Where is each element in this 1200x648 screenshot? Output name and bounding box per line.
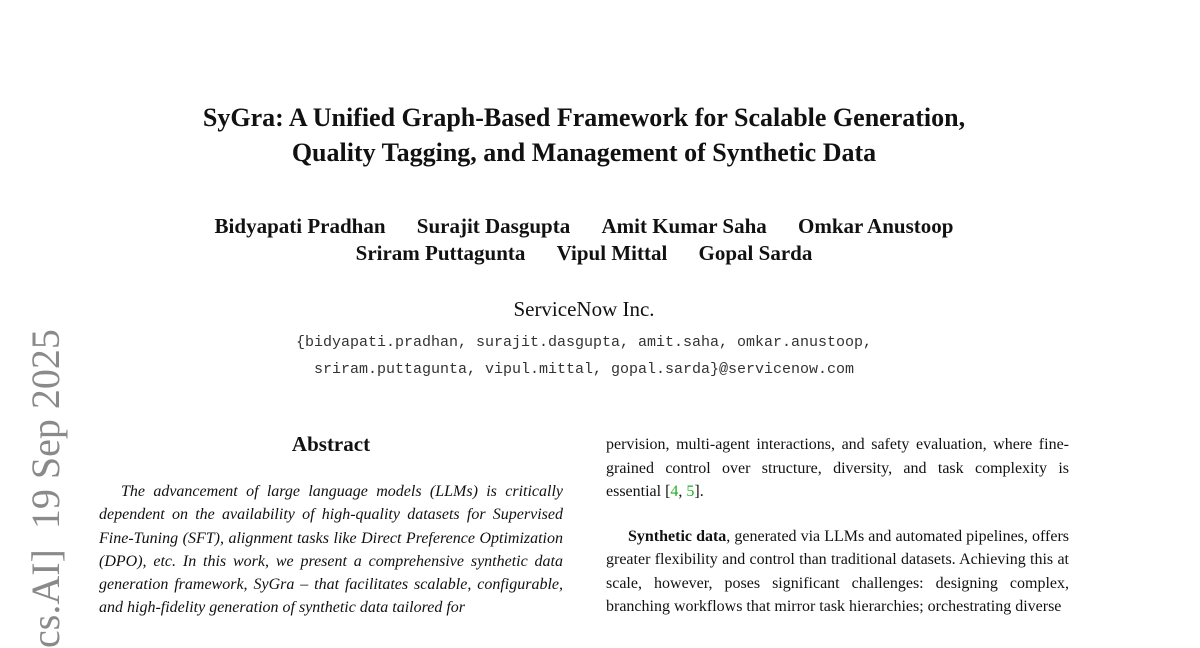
arxiv-identifier-stamp [20,309,72,648]
author-row-1 [100,213,1068,240]
paragraph-text: pervision, multi-agent interactions, and safety evaluation, where fine-grained control over structure, diversity, and task complexity is essential [ [606,436,1069,500]
author-name: Sriram Puttagunta [355,241,526,265]
title-line-1: SyGra: A Unified Graph-Based Framework for Scalable Generation, [202,103,966,132]
citation-separator: , [678,483,687,500]
author-name: Omkar Anustoop [798,214,954,238]
arxiv-category: cs.AI] [23,549,68,648]
author-row-2 [100,240,1068,267]
left-column [99,430,563,620]
author-emails [100,329,1068,383]
term-synthetic-data: Synthetic data [628,527,727,545]
abstract-text: The advancement of large language models (LLMs) is critically dependent on the availability of high-quality datasets for Supervised Fine-Tuning (SFT), alignment tasks like Direct Preference Optimization (DPO), etc. In this work, we present a comprehensive synthetic data generation framework, SyGra – that facilitates scalable, configurable, and high-fidelity generation of synthetic data tailored for [99,483,563,617]
paragraph-text: , generated via LLMs and automated pipelines, offers greater flexibility and control than traditional datasets. Achieving this at scale, however, poses significant challenges: designing complex, branching workflows that mirror task hierarchies; orchestrating diverse [606,527,1069,615]
intro-paragraph-2 [606,525,1069,619]
paper-title [100,100,1068,170]
intro-paragraph-1 [606,433,1069,504]
arxiv-date: 19 Sep 2025 [23,329,68,530]
paragraph-text-end: ]. [694,483,704,500]
author-name: Gopal Sarda [698,241,813,265]
citation-link[interactable]: 5 [686,483,695,500]
author-name: Surajit Dasgupta [416,214,571,238]
affiliation: ServiceNow Inc. [513,297,655,321]
abstract-heading: Abstract [291,432,371,456]
author-name: Vipul Mittal [556,241,668,265]
author-name: Amit Kumar Saha [601,214,767,238]
email-line-2: sriram.puttagunta, vipul.mittal, gopal.sarda}@servicenow.com [313,361,855,378]
right-column [606,433,1069,619]
author-list [100,213,1068,267]
email-line-1: {bidyapati.pradhan, surajit.dasgupta, amit.saha, omkar.anustoop, [295,334,873,351]
title-line-2: Quality Tagging, and Management of Synthetic Data [291,138,877,167]
author-name: Bidyapati Pradhan [214,214,386,238]
citation-link[interactable]: 4 [670,483,679,500]
